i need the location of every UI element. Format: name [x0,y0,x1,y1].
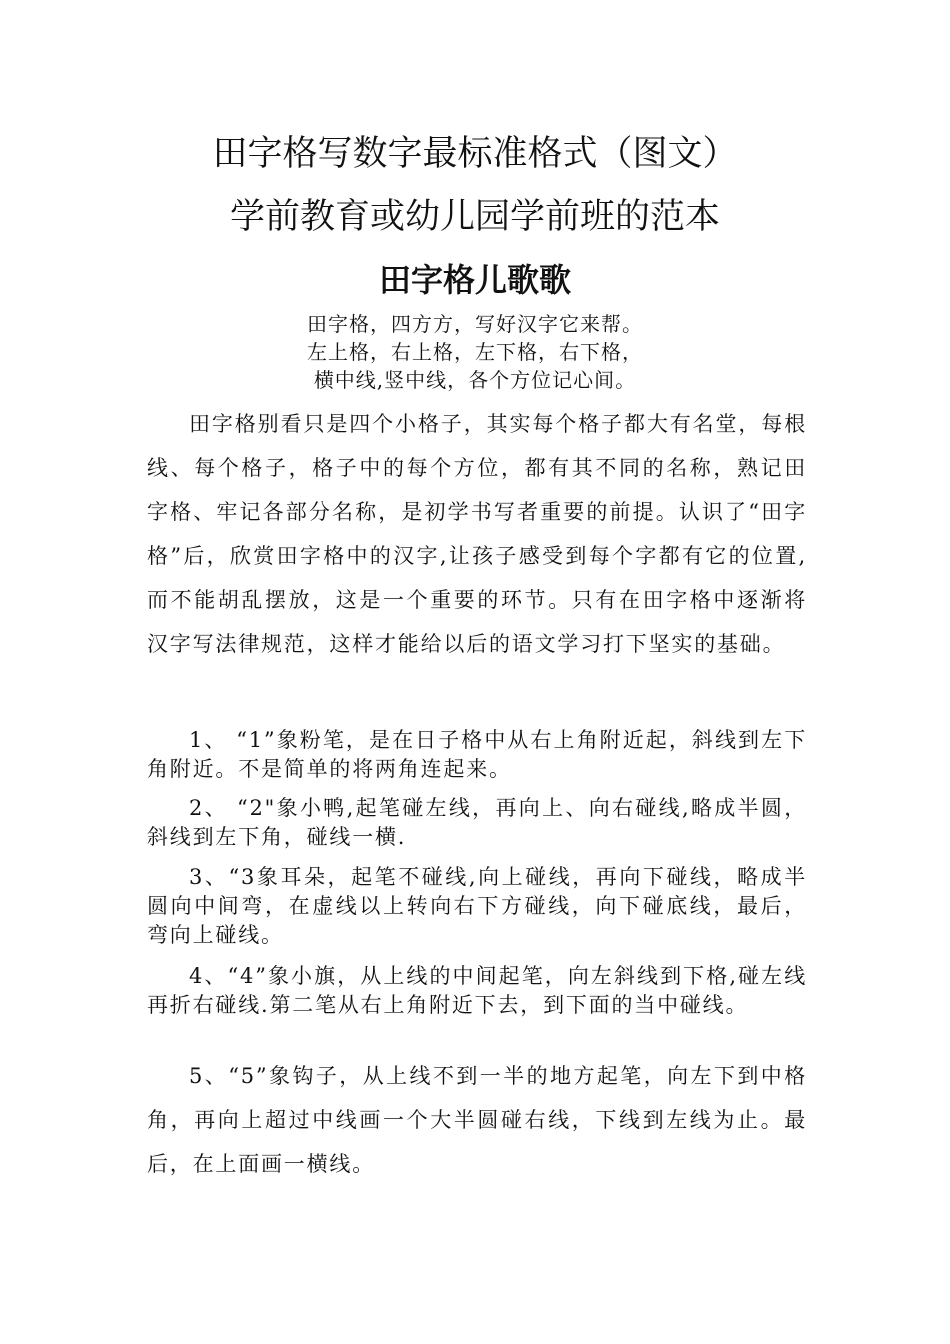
digit-instruction-3: 3、“3象耳朵，起笔不碰线,向上碰线，再向下碰线，略成半圆向中间弯，在虚线以上转向右下方碰线，向下碰底线，最后，弯向上碰线。 [147,865,807,947]
digit-instruction-4: 4、“4”象小旗，从上线的中间起笔，向左斜线到下格,碰左线再折右碰线.第二笔从右上角附近下去，到下面的当中碰线。 [147,964,807,1017]
poem-block [0,310,950,394]
digit-instruction-2: 2、 “2"象小鸭,起笔碰左线，再向上、向右碰线,略成半圆，斜线到左下角，碰线一横. [147,796,807,849]
digit-instruction-1: 1、 “1”象粉笔，是在日子格中从右上角附近起，斜线到左下角附近。不是简单的将两角连起来。 [147,728,807,781]
document-title-line-2: 学前教育或幼儿园学前班的范本 [229,197,720,237]
document-title-line-1: 田字格写数字最标准格式（图文） [212,134,738,174]
poem-line: 田字格，四方方，写好汉字它来帮。 [307,312,643,336]
digit-instruction-5: 5、“5”象钩子，从上线不到一半的地方起笔，向左下到中格角，再向上超过中线画一个大半圆碰右线，下线到左线为止。最后，在上面画一横线。 [147,1064,807,1176]
poem-title: 田字格儿歌歌 [378,261,571,299]
poem-line: 横中线,竖中线，各个方位记心间。 [313,368,637,392]
poem-line: 左上格，右上格，左下格，右下格， [307,340,643,364]
intro-paragraph: 田字格别看只是四个小格子，其实每个格子都大有名堂，每根线、每个格子，格子中的每个方位，都有其不同的名称，熟记田字格、牢记各部分名称，是初学书写者重要的前提。认识了“田字格”后，欣赏田字格中的汉字,让孩子感受到每个字都有它的位置,而不能胡乱摆放，这是一个重要的环节。只有在田字格中逐渐将汉字写法律规范，这样才能给以后的语文学习打下坚实的基础。 [147,412,807,656]
